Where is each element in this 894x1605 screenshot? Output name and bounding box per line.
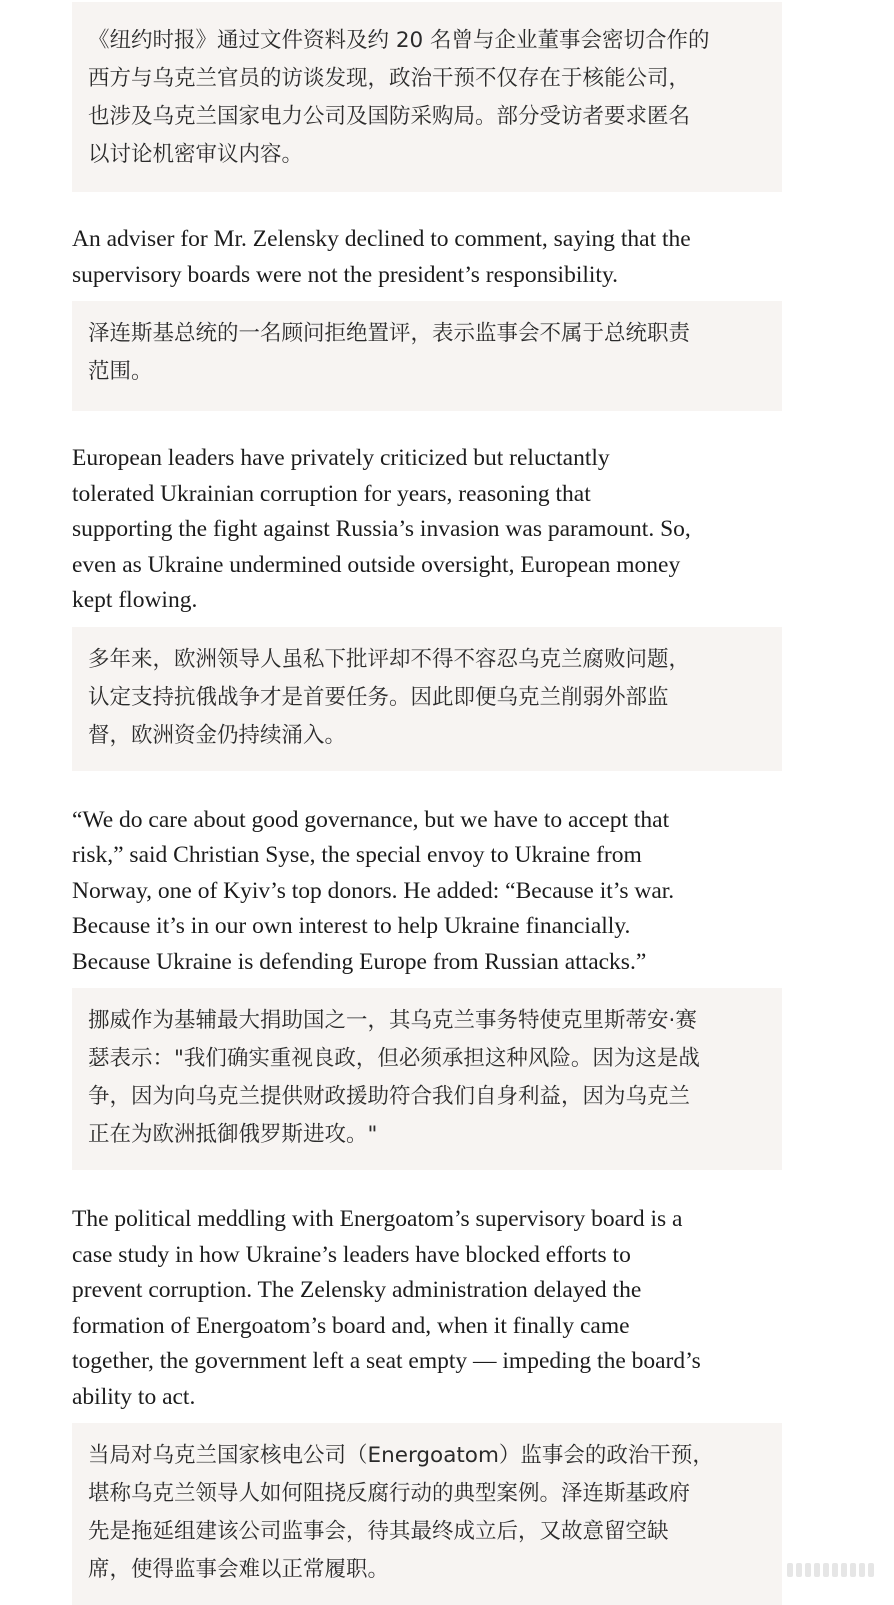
translation-block-5: 当局对乌克兰国家核电公司（Energoatom）监事会的政治干预， 堪称乌克兰领导人如何阻挠反腐行动的典型案例。泽连斯基政府 先是拖延组建该公司监事会，待其最终成立后，又故意留空缺 席，使得监事会难以正常履职。 <box>72 1423 782 1605</box>
translation-block-1: 《纽约时报》通过文件资料及约 20 名曾与企业董事会密切合作的 西方与乌克兰官员的访谈发现，政治干预不仅存在于核能公司， 也涉及乌克兰国家电力公司及国防采购局。部分受访者要求匿名 以讨论机密审议内容。 <box>72 2 782 192</box>
paragraph-1: An adviser for Mr. Zelensky declined to comment, saying that the supervisory boards were not the president’s responsibility. <box>72 226 691 288</box>
watermark-bar <box>805 1563 811 1577</box>
paragraph-3: “We do care about good governance, but we have to accept that risk,” said Christian Syse, the special envoy to Ukraine from Norway, one of Kyiv’s top donors. He added: “Because it’s war. Because it’s in our own interest to help Ukraine financially. Because Ukraine is defending Europe from Russian attacks.” <box>72 806 675 975</box>
watermark-bar <box>850 1563 856 1577</box>
watermark-bar <box>814 1563 820 1577</box>
watermark-bar <box>823 1563 829 1577</box>
watermark-bar <box>868 1563 874 1577</box>
watermark-bar <box>796 1563 802 1577</box>
watermark-bar <box>841 1563 847 1577</box>
article-body <box>72 0 782 1605</box>
translation-block-4: 挪威作为基辅最大捐助国之一，其乌克兰事务特使克里斯蒂安·赛 瑟表示："我们确实重视良政，但必须承担这种风险。因为这是战 争，因为向乌克兰提供财政援助符合我们自身利益，因为乌克兰 正在为欧洲抵御俄罗斯进攻。" <box>72 988 782 1170</box>
watermark-icon <box>787 1563 874 1577</box>
watermark-bar <box>859 1563 865 1577</box>
translation-block-2: 泽连斯基总统的一名顾问拒绝置评，表示监事会不属于总统职责 范围。 <box>72 301 782 411</box>
paragraph-4: The political meddling with Energoatom’s supervisory board is a case study in how Ukraine’s leaders have blocked efforts to prevent corruption. The Zelensky administration delayed the formation of Energoatom’s board and, when it finally came together, the government left a seat empty — impeding the board’s ability to act. <box>72 1206 701 1410</box>
watermark-bar <box>787 1563 793 1577</box>
translation-block-3: 多年来，欧洲领导人虽私下批评却不得不容忍乌克兰腐败问题， 认定支持抗俄战争才是首要任务。因此即便乌克兰削弱外部监 督，欧洲资金仍持续涌入。 <box>72 627 782 771</box>
paragraph-2: European leaders have privately criticized but reluctantly tolerated Ukrainian corruption for years, reasoning that supporting the fight against Russia’s invasion was paramount. So, even as Ukraine undermined outside oversight, European money kept flowing. <box>72 445 691 613</box>
watermark-bar <box>832 1563 838 1577</box>
